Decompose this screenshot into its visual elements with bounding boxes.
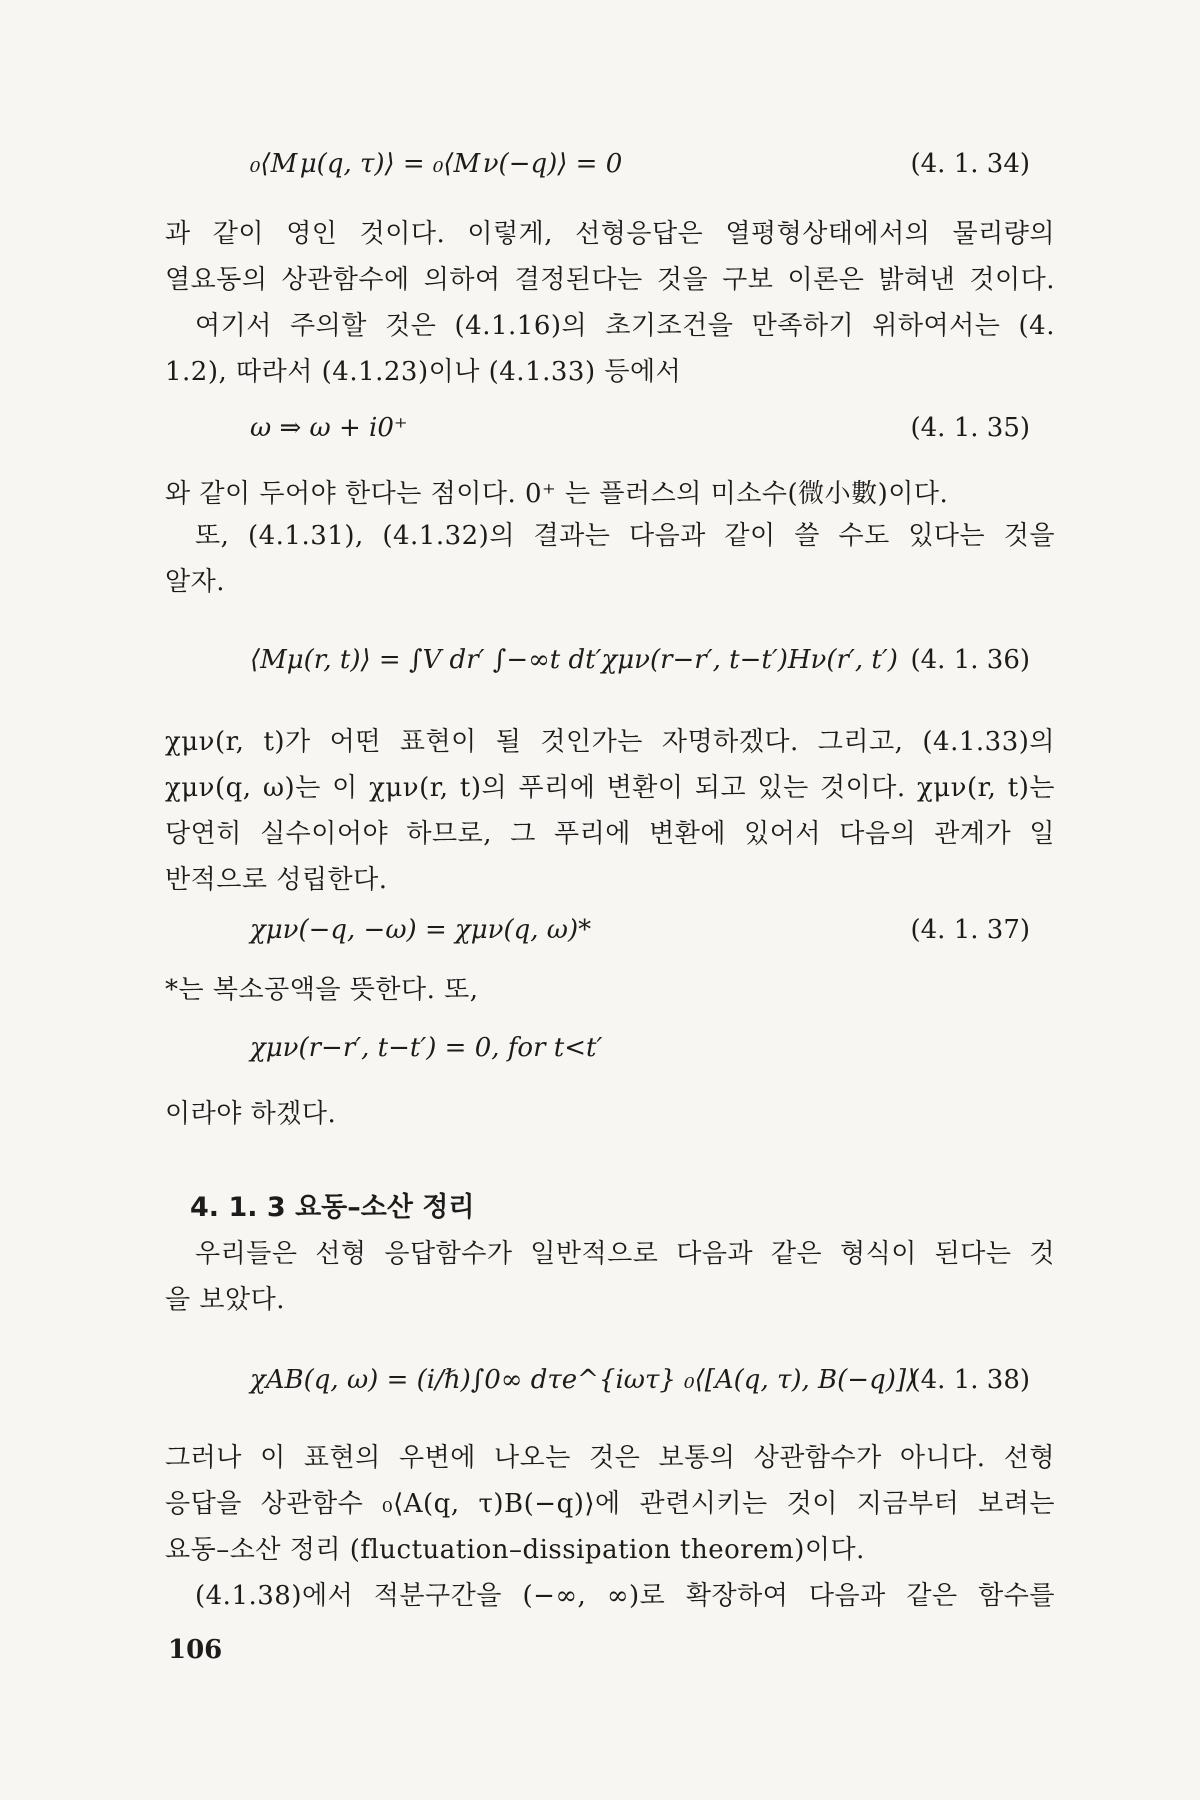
body-text-line: 요동–소산 정리 (fluctuation–dissipation theorem)이다. [165,1535,865,1565]
equation-4-1-37: χμν(−q, −ω) = χμν(q, ω)* [250,915,592,945]
equation-4-1-38: χAB(q, ω) = (i/ℏ)∫0∞ dτe^{iωτ} ₀⟨[A(q, τ), B(−q)]⟩ [250,1365,917,1395]
equation-number: (4. 1. 38) [910,1365,1030,1395]
body-text-line: 반적으로 성립한다. [165,865,388,895]
body-text-line: 여기서 주의할 것은 (4.1.16)의 초기조건을 만족하기 위하여서는 (4. [195,311,1055,341]
equation-4-1-34: ₀⟨M μ(q, τ)⟩ = ₀⟨M ν(−q)⟩ = 0 [250,149,623,179]
equation-causality: χμν(r−r′, t−t′) = 0, for t<t′ [250,1033,603,1063]
equation-number: (4. 1. 37) [910,915,1030,945]
body-text-line: 우리들은 선형 응답함수가 일반적으로 다음과 같은 형식이 된다는 것 [195,1239,1055,1269]
body-text-line: χμν(r, t)가 어떤 표현이 될 것인가는 자명하겠다. 그리고, (4.1.33)의 [165,727,1055,757]
body-text-line: 을 보았다. [165,1285,285,1315]
body-text-line: 또, (4.1.31), (4.1.32)의 결과는 다음과 같이 쓸 수도 있다는 것을 [195,521,1055,551]
body-text-line: 열요동의 상관함수에 의하여 결정된다는 것을 구보 이론은 밝혀낸 것이다. [165,265,1055,295]
body-text-line: χμν(q, ω)는 이 χμν(r, t)의 푸리에 변환이 되고 있는 것이다. χμν(r, t)는 [165,773,1055,803]
body-text-line: 그러나 이 표현의 우변에 나오는 것은 보통의 상관함수가 아니다. 선형 [165,1443,1055,1473]
body-text-line: 알자. [165,567,225,597]
equation-4-1-35: ω ⇒ ω + i0⁺ [250,413,408,443]
body-text-line: *는 복소공액을 뜻한다. 또, [165,975,479,1005]
body-text-line: 당연히 실수이어야 하므로, 그 푸리에 변환에 있어서 다음의 관계가 일 [165,819,1055,849]
body-text-line: 1.2), 따라서 (4.1.23)이나 (4.1.33) 등에서 [165,357,682,387]
equation-4-1-36: ⟨Mμ(r, t)⟩ = ∫V dr′ ∫−∞t dt′χμν(r−r′, t−t′)Hν(r′, t′) [250,645,898,675]
body-text-line: 응답을 상관함수 ₀⟨A(q, τ)B(−q)⟩에 관련시키는 것이 지금부터 보려는 [165,1489,1055,1519]
body-text-line: 이라야 하겠다. [165,1099,337,1129]
body-text-line: (4.1.38)에서 적분구간을 (−∞, ∞)로 확장하여 다음과 같은 함수를 [195,1581,1055,1611]
body-text-line: 과 같이 영인 것이다. 이렇게, 선형응답은 열평형상태에서의 물리량의 [165,219,1055,249]
equation-number: (4. 1. 34) [910,149,1030,179]
section-heading: 4. 1. 3 요동–소산 정리 [190,1192,475,1223]
page-number: 106 [168,1635,223,1665]
equation-number: (4. 1. 36) [910,645,1030,675]
body-text-line: 와 같이 두어야 한다는 점이다. 0⁺ 는 플러스의 미소수(微小數)이다. [165,479,949,509]
equation-number: (4. 1. 35) [910,413,1030,443]
